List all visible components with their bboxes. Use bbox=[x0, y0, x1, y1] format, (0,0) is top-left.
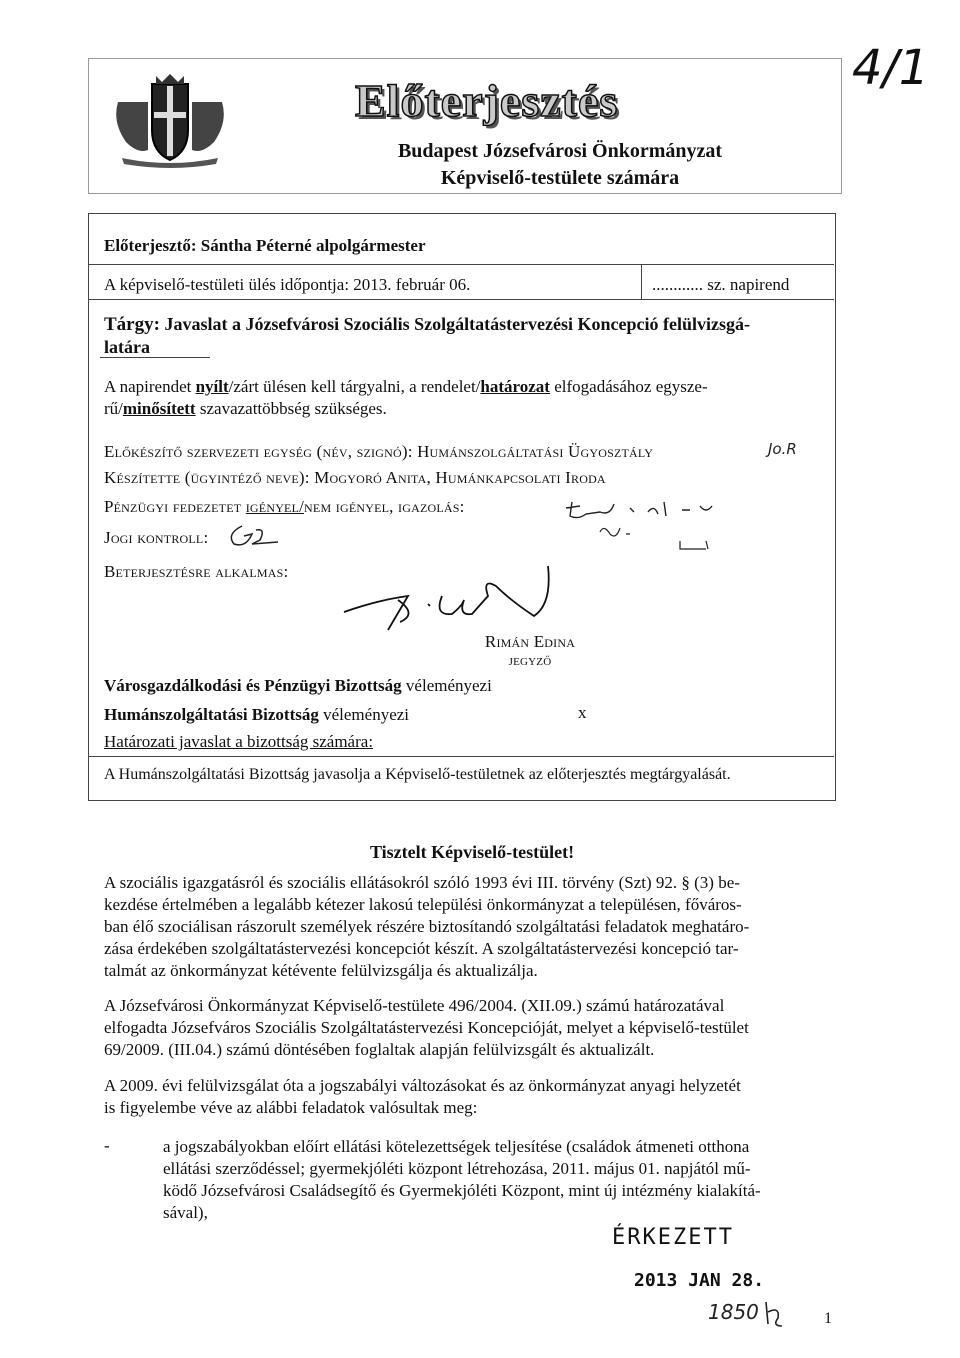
finance-coverage: Pénzügyi fedezetet igényel/nem igényel, igazolás: bbox=[104, 497, 465, 516]
paragraph-1: A szociális igazgatásról és szociális ellátásokról szóló 1993 évi III. törvény (Szt) 92. § (3) be- kezdése értelmében a legalább kétezer lakosú települési önkormányzat a településen, főváros- ban élő szociálisan rászorult személyek részére biztosítandó szolgáltatási feladatok meghatáro- zása érdekében szolgáltatástervezési koncepciót készít. A szolgáltatástervezési koncepció tar- talmát az önkormányzat kétévente felülvizsgálja és aktualizálja. bbox=[104, 873, 750, 980]
subject-underline bbox=[100, 357, 210, 358]
received-stamp: ÉRKEZETT bbox=[612, 1225, 734, 1250]
bullet-item: a jogszabályokban előírt ellátási kötelezettségek teljesítése (családok átmeneti otthona ellátási szerződéssel; gyermekjóléti központ létrehozása, 2011. május 01. napjától mű- ködő Józsefvárosi Családsegítő és Gyermekjóléti Központ, mint új intézmény kialakítá- sával), bbox=[163, 1137, 761, 1222]
agenda-number: ............ sz. napirend bbox=[652, 275, 790, 294]
handwritten-legal-initials-icon bbox=[222, 520, 282, 550]
voting-requirement: A napirendet nyílt/zárt ülésen kell tárgyalni, a rendelet/határozat elfogadásához egysze- rű/minősített szavazattöbbség szükséges. bbox=[104, 377, 708, 418]
notary-title: jegyző bbox=[508, 653, 552, 669]
divider bbox=[88, 299, 834, 300]
handwritten-initials: Jo.R bbox=[768, 440, 797, 458]
committee-2: Humánszolgáltatási Bizottság véleményezi bbox=[104, 705, 410, 724]
committee-2-mark: x bbox=[578, 703, 587, 722]
handwritten-initial-icon bbox=[760, 1296, 790, 1330]
proposal-label: Határozati javaslat a bizottság számára: bbox=[104, 732, 374, 751]
handwritten-page-mark: 4/1 bbox=[852, 40, 930, 96]
signature-icon bbox=[338, 560, 578, 636]
organization-name: Budapest Józsefvárosi Önkormányzat bbox=[397, 140, 723, 162]
organization-body: Képviselő-testülete számára bbox=[440, 167, 680, 189]
document-title: Előterjesztés bbox=[355, 75, 619, 126]
paragraph-2: A Józsefvárosi Önkormányzat Képviselő-testülete 496/2004. (XII.09.) számú határozatával elfogadta Józsefváros Szociális Szolgáltatástervezési Koncepcióját, melyet a képviselő-testület 69/2009. (III.04.) számú döntésében foglaltak alapján felülvizsgált és aktualizált. bbox=[104, 996, 749, 1059]
coat-of-arms-icon bbox=[108, 72, 232, 168]
page-number: 1 bbox=[824, 1310, 832, 1327]
presenter-line: Előterjesztő: Sántha Péterné alpolgármester bbox=[104, 236, 426, 255]
received-date: 2013 JAN 28. bbox=[634, 1270, 765, 1291]
legal-control: Jogi kontroll: bbox=[104, 528, 209, 547]
salutation: Tisztelt Képviselő-testület! bbox=[370, 842, 575, 862]
preparing-unit: Előkészítő szervezeti egység (név, szignó): Humánszolgáltatási Ügyosztály bbox=[104, 442, 654, 461]
paragraph-3: A 2009. évi felülvizsgálat óta a jogszabályi változásokat és az önkormányzat anyagi helyzetét is figyelembe véve az alábbi feladatok valósultak meg: bbox=[104, 1076, 741, 1117]
registration-number: 1850 bbox=[708, 1300, 759, 1324]
notary-name: Rimán Edina bbox=[484, 632, 576, 651]
divider bbox=[88, 756, 834, 757]
divider bbox=[88, 264, 834, 265]
prepared-by: Készítette (ügyintéző neve): Mogyoró Anita, Humánkapcsolati Iroda bbox=[104, 468, 606, 487]
proposal-text: A Humánszolgáltatási Bizottság javasolja a Képviselő-testületnek az előterjesztés megtárgyalását. bbox=[104, 766, 731, 783]
divider bbox=[641, 264, 642, 299]
bullet-dash: - bbox=[104, 1136, 110, 1155]
ready-for-submission: Beterjesztésre alkalmas: bbox=[104, 562, 289, 581]
subject: Tárgy: Javaslat a Józsefvárosi Szociális Szolgáltatástervezési Koncepció felülvizsgá- latára bbox=[104, 314, 750, 357]
meeting-date: A képviselő-testületi ülés időpontja: 2013. február 06. bbox=[104, 275, 471, 294]
handwritten-mark-icon bbox=[676, 535, 716, 555]
committee-1: Városgazdálkodási és Pénzügyi Bizottság véleményezi bbox=[104, 676, 492, 695]
